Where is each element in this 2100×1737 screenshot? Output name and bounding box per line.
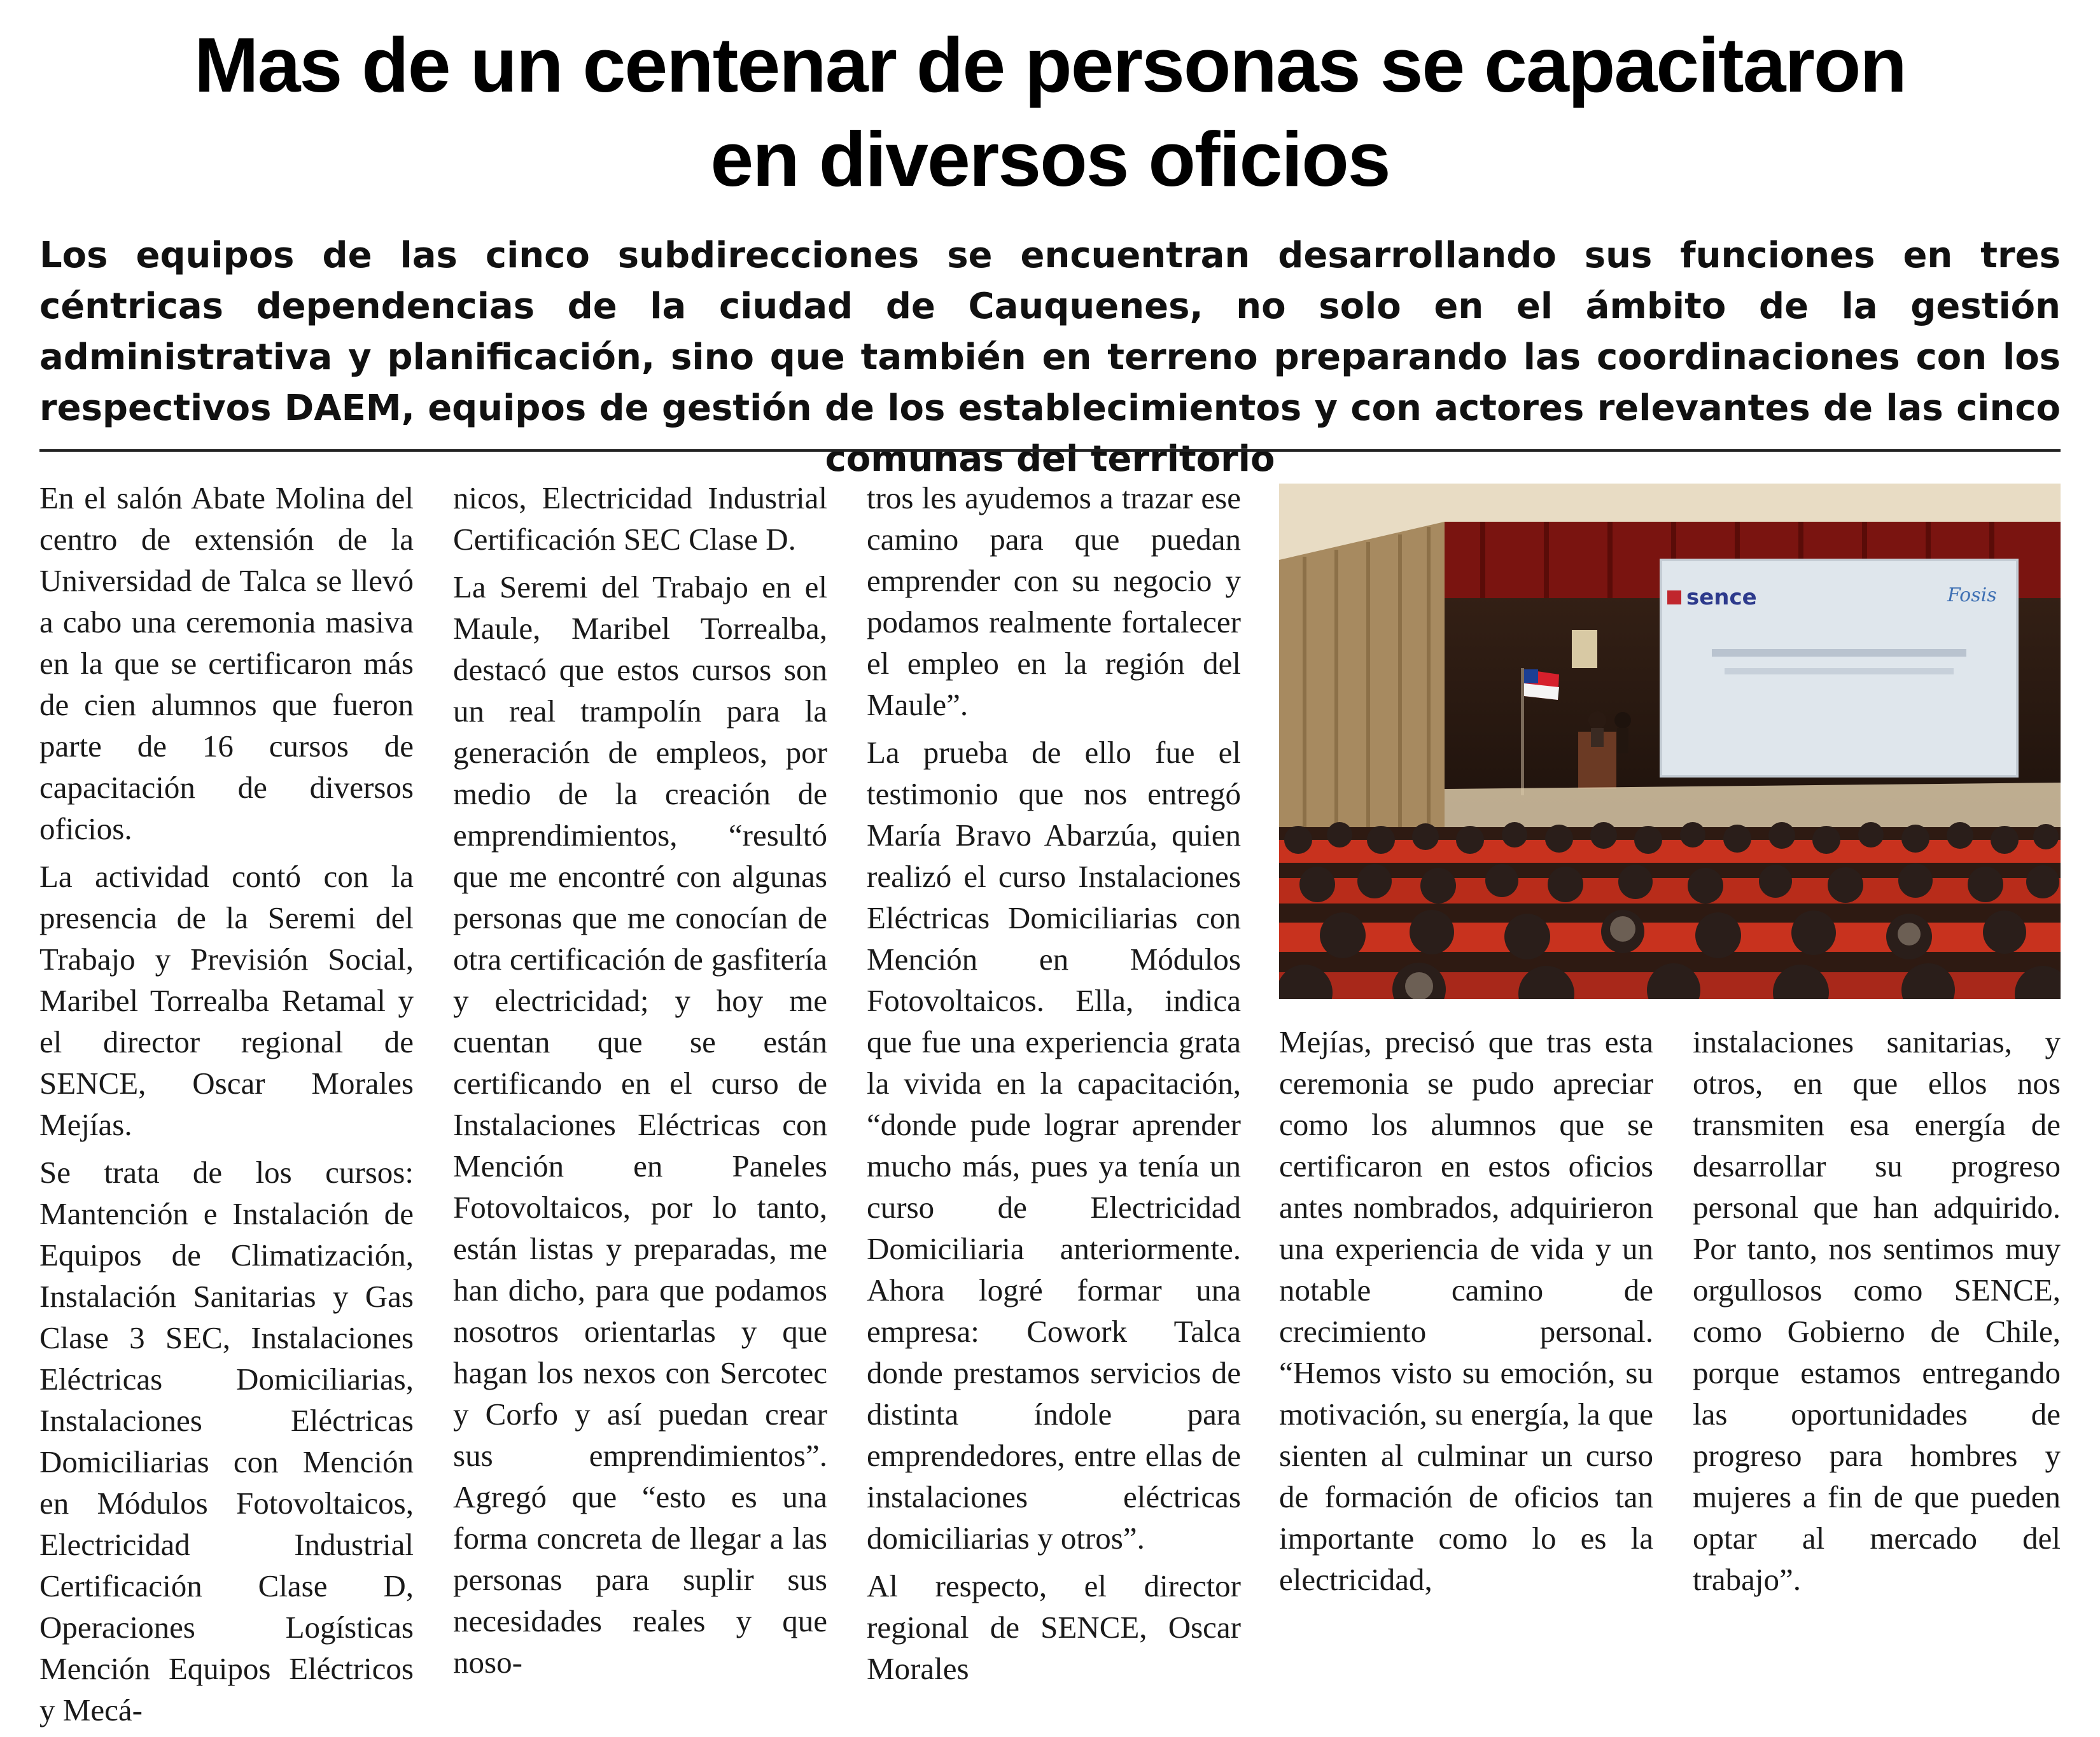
- paragraph: La Seremi del Trabajo en el Maule, Maribel Torrealba, destacó que estos cursos son un real trampolín para la generación de empleos, por medio de la creación de emprendimientos, “resultó que me encontré con algunas personas que me conocían de otra certificación de gasfitería y electricidad; y hoy me cuentan que se están certificando en el curso de Instalaciones Eléctricas con Mención en Paneles Fotovoltaicos, por lo tanto, están listas y preparadas, me han dicho, para que podamos nosotros orientarlas y que hagan los nexos con Sercotec y Corfo y así puedan crear sus emprendimientos”. Agregó que “esto es una forma concreta de llegar a las personas para suplir sus necesidades reales y que noso-: [453, 569, 827, 1680]
- paragraph: nicos, Electricidad Industrial Certificación SEC Clase D.: [453, 480, 827, 557]
- article-column-5: [1693, 1021, 2061, 1607]
- article-column-3: [867, 477, 1241, 1696]
- article-column-2: [453, 477, 827, 1689]
- section-divider: [39, 449, 2061, 452]
- article-column-4: [1279, 1021, 1653, 1607]
- paragraph: Se trata de los cursos: Mantención e Instalación de Equipos de Climatización, Instalación Sanitarias y Gas Clase 3 SEC, Instalaciones Eléctricas Domiciliarias, Instalaciones Eléctricas Domiciliarias con Mención en Módulos Fotovoltaicos, Electricidad Industrial Certificación Clase D, Operaciones Logísticas Mención Equipos Eléctricos y Mecá-: [39, 1155, 414, 1727]
- screen-logo-right: Fosis: [1947, 584, 1997, 606]
- paragraph: La actividad contó con la presencia de la Seremi del Trabajo y Previsión Social, Maribel Torrealba Retamal y el director regional de SENCE, Oscar Morales Mejías.: [39, 859, 414, 1142]
- headline-line-1: Mas de un centenar de personas se capacitaron: [194, 22, 1906, 108]
- paragraph: En el salón Abate Molina del centro de extensión de la Universidad de Talca se llevó a cabo una ceremonia masiva en la que se certificaron más de cien alumnos que fueron parte de 16 cursos de capacitación de diversos oficios.: [39, 480, 414, 846]
- paragraph: instalaciones sanitarias, y otros, en que ellos nos transmiten esa energía de desarrollar su progreso personal que han adquirido. Por tanto, nos sentimos muy orgullosos como SENCE, como Gobierno de Chile, porque estamos entregando las oportunidades de progreso para hombres y mujeres a fin de que pueden optar al mercado del trabajo”.: [1693, 1024, 2061, 1597]
- headline: [38, 18, 2062, 206]
- paragraph: La prueba de ello fue el testimonio que nos entregó María Bravo Abarzúa, quien realizó el curso Instalaciones Eléctricas Domiciliarias con Mención en Módulos Fotovoltaicos. Ella, indica que fue una experiencia grata la vivida en la capacitación, “donde pude lograr aprender mucho más, pues ya tenía un curso de Electricidad Domiciliaria anteriormente. Ahora logré formar una empresa: Cowork Talca donde prestamos servicios de distinta índole para emprendedores, entre ellas de instalaciones eléctricas domiciliarias y otros”.: [867, 735, 1241, 1556]
- auditorium-illustration: [1279, 484, 2061, 999]
- deck-subtitle: Los equipos de las cinco subdirecciones se encuentran desarrollando sus funciones en tres céntricas dependencias de la ciudad de Cauquenes, no solo en el ámbito de la gestión administrativa y planificación, sino que también en terreno preparando las coordinaciones con los respectivos DAEM, equipos de gestión de los establecimientos y con actores relevantes de las cinco comunas del territorio: [39, 235, 2061, 480]
- paragraph: Mejías, precisó que tras esta ceremonia se pudo apreciar como los alumnos que se certificaron en estos oficios antes nombrados, adquirieron una experiencia de vida y un notable camino de crecimiento personal. “Hemos visto su emoción, su motivación, su energía, la que sienten al culminar un curso de formación de oficios tan importante como lo es la electricidad,: [1279, 1024, 1653, 1597]
- article-column-1: [39, 477, 414, 1737]
- ceremony-photo: [1279, 484, 2061, 999]
- screen-logo-left: sence: [1686, 585, 1757, 610]
- paragraph: tros les ayudemos a trazar ese camino para que puedan emprender con su negocio y podamos realmente fortalecer el empleo en la región del Maule”.: [867, 480, 1241, 722]
- paragraph: Al respecto, el director regional de SENCE, Oscar Morales: [867, 1568, 1241, 1686]
- headline-line-2: en diversos oficios: [710, 116, 1390, 202]
